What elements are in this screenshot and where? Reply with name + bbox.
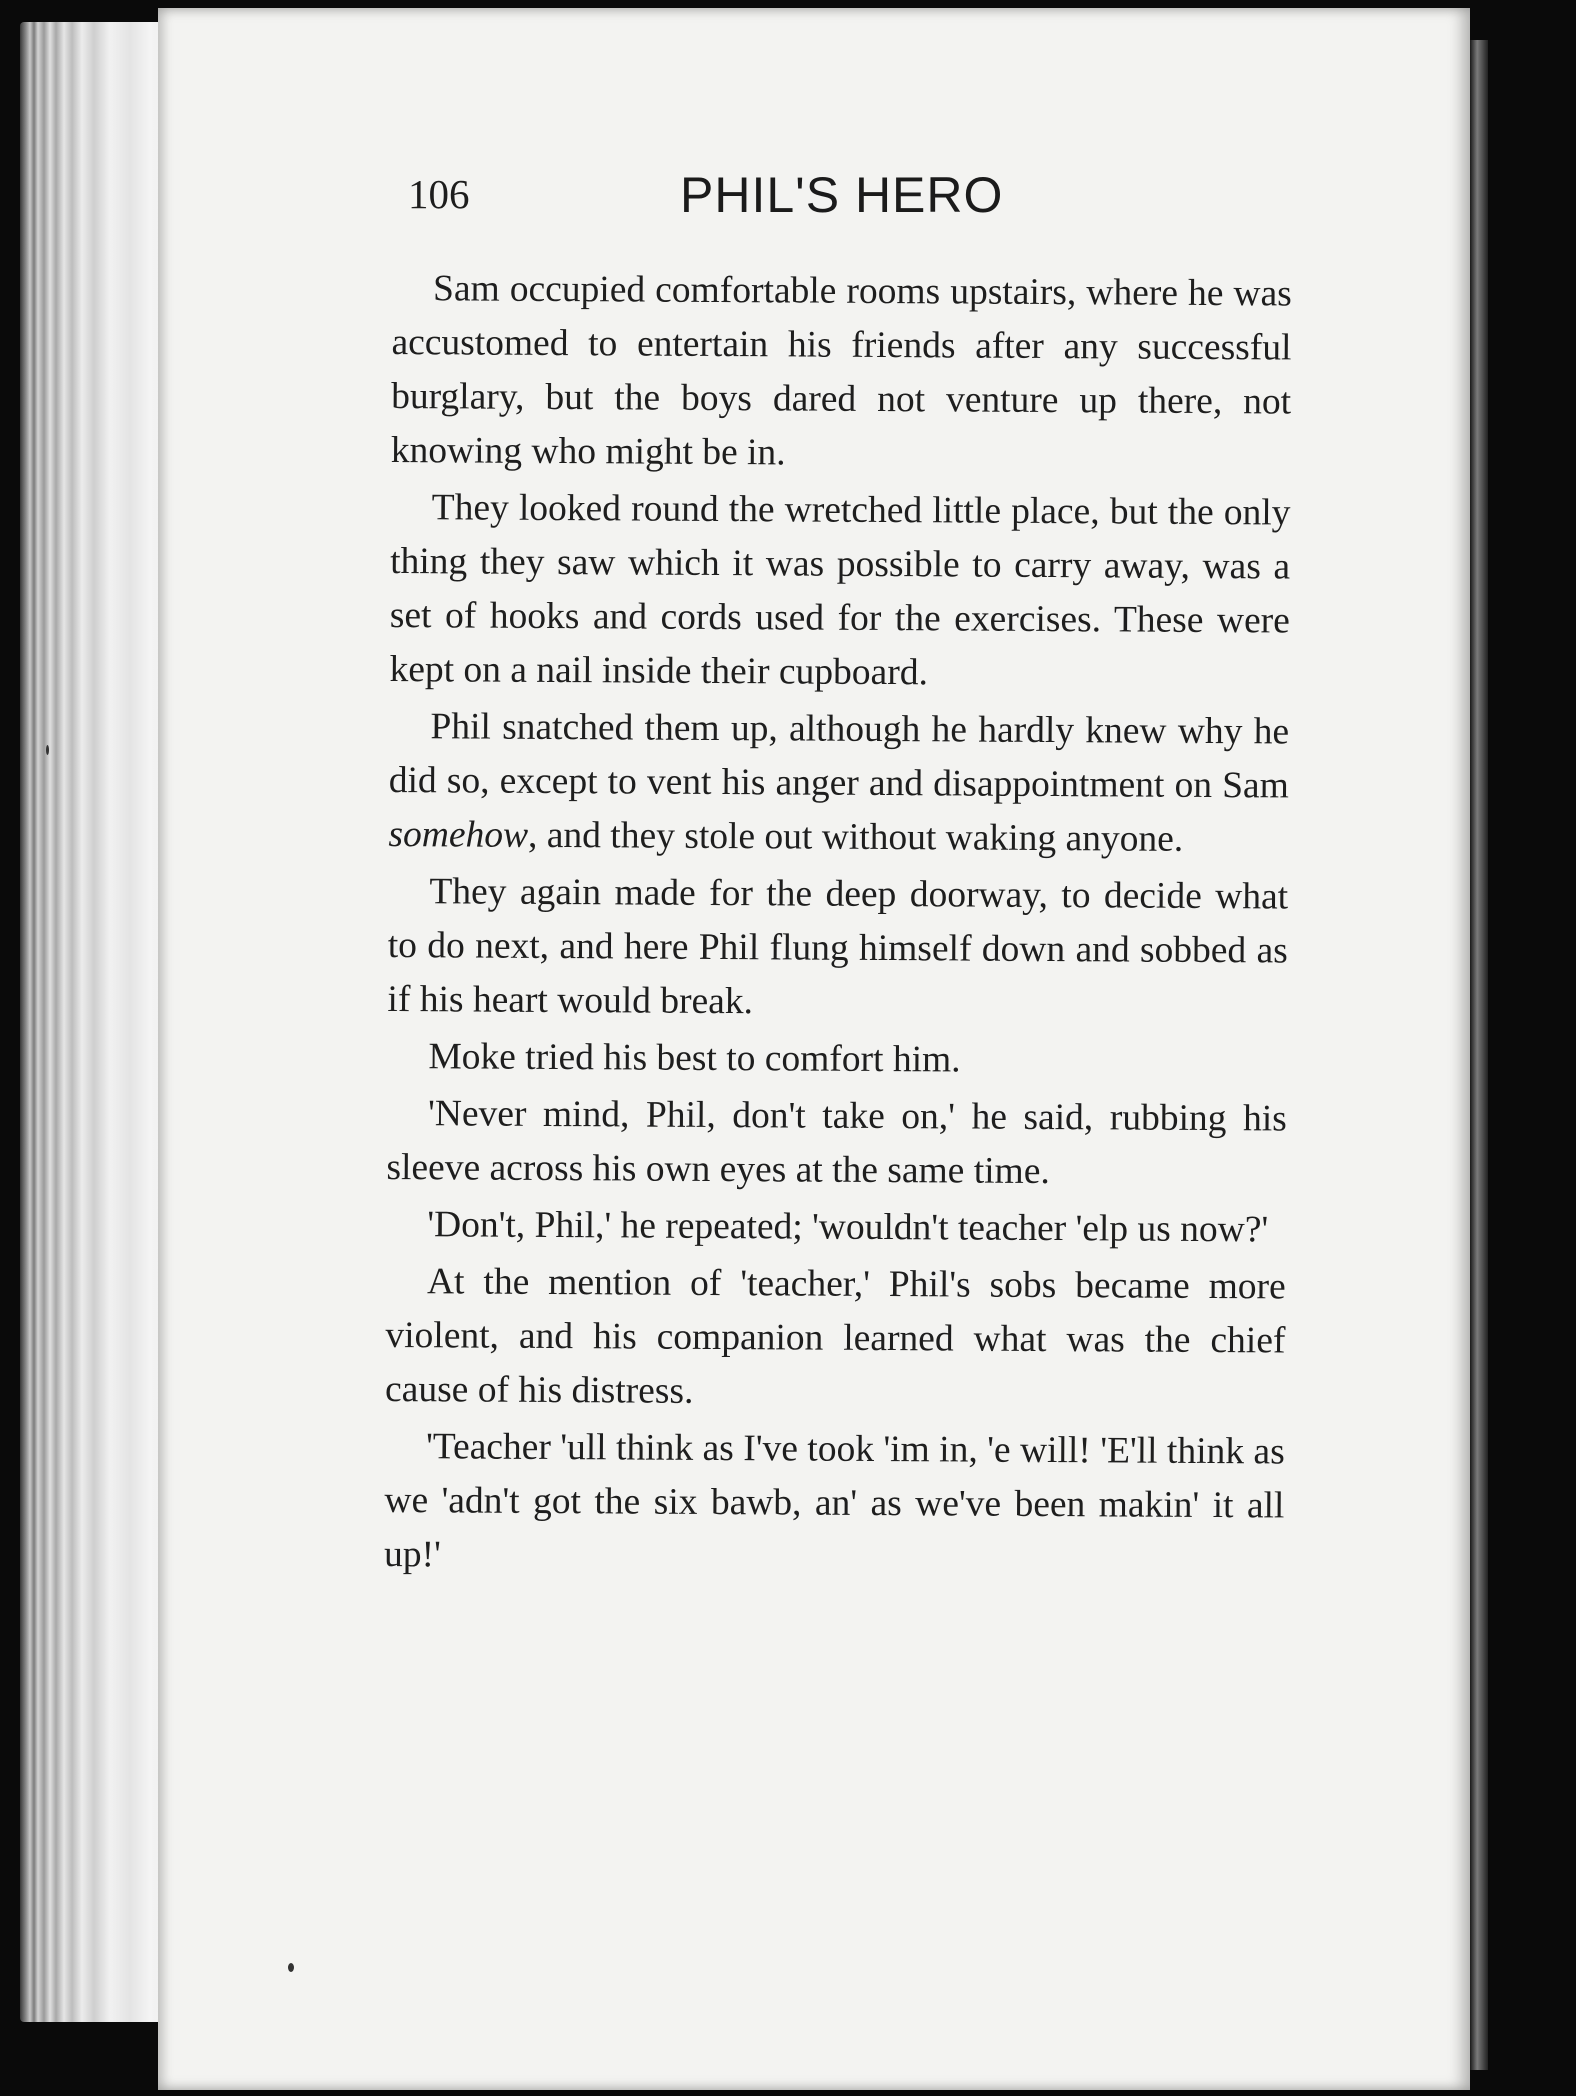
stacked-page-edges (20, 22, 170, 2022)
paragraph (388, 700, 1289, 867)
page-number: 106 (408, 171, 470, 217)
running-head-title: PHIL'S HERO (680, 167, 1004, 223)
paragraph: 'Don't, Phil,' he repeated; 'wouldn't teacher 'elp us now?' (427, 1204, 1269, 1251)
paragraph: Sam occupied comfortable rooms upstairs, where he was accustomed to entertain his friends after any successful burglary, but the boys dared not venture up there, not knowing who might be in. (390, 268, 1292, 474)
paragraph: Moke tried his best to comfort him. (428, 1036, 961, 1081)
paragraph-text: Phil snatched them up, although he hardly knew why he did so, except to vent his anger and disappointment on Sam (388, 706, 1290, 807)
paragraph: They again made for the deep doorway, to decide what to do next, and here Phil flung himself down and sobbed as if his heart would break. (387, 871, 1289, 1023)
emphasized-word: somehow (388, 813, 529, 856)
paragraph: 'Teacher 'ull think as I've took 'im in, 'e will! 'E'll think as we 'adn't got the six bawb, an' as we've been makin' it all up!' (383, 1426, 1285, 1576)
paragraph: They looked round the wretched little place, but the only thing they saw which it was possible to carry away, was a set of hooks and cords used for the exercises. These were kept on a nail inside their cupboard. (389, 487, 1291, 694)
scan-speck (288, 1963, 294, 1972)
paragraph-text: , and they stole out without waking anyone. (527, 814, 1184, 860)
paragraph: 'Never mind, Phil, don't take on,' he said, rubbing his sleeve across his own eyes at the same time. (386, 1093, 1287, 1193)
body-text (384, 262, 1292, 1590)
scan-speck (46, 745, 49, 755)
paragraph: At the mention of 'teacher,' Phil's sobs became more violent, and his companion learned what was the chief cause of his distress. (384, 1261, 1286, 1412)
right-page-edge (1470, 40, 1488, 2070)
